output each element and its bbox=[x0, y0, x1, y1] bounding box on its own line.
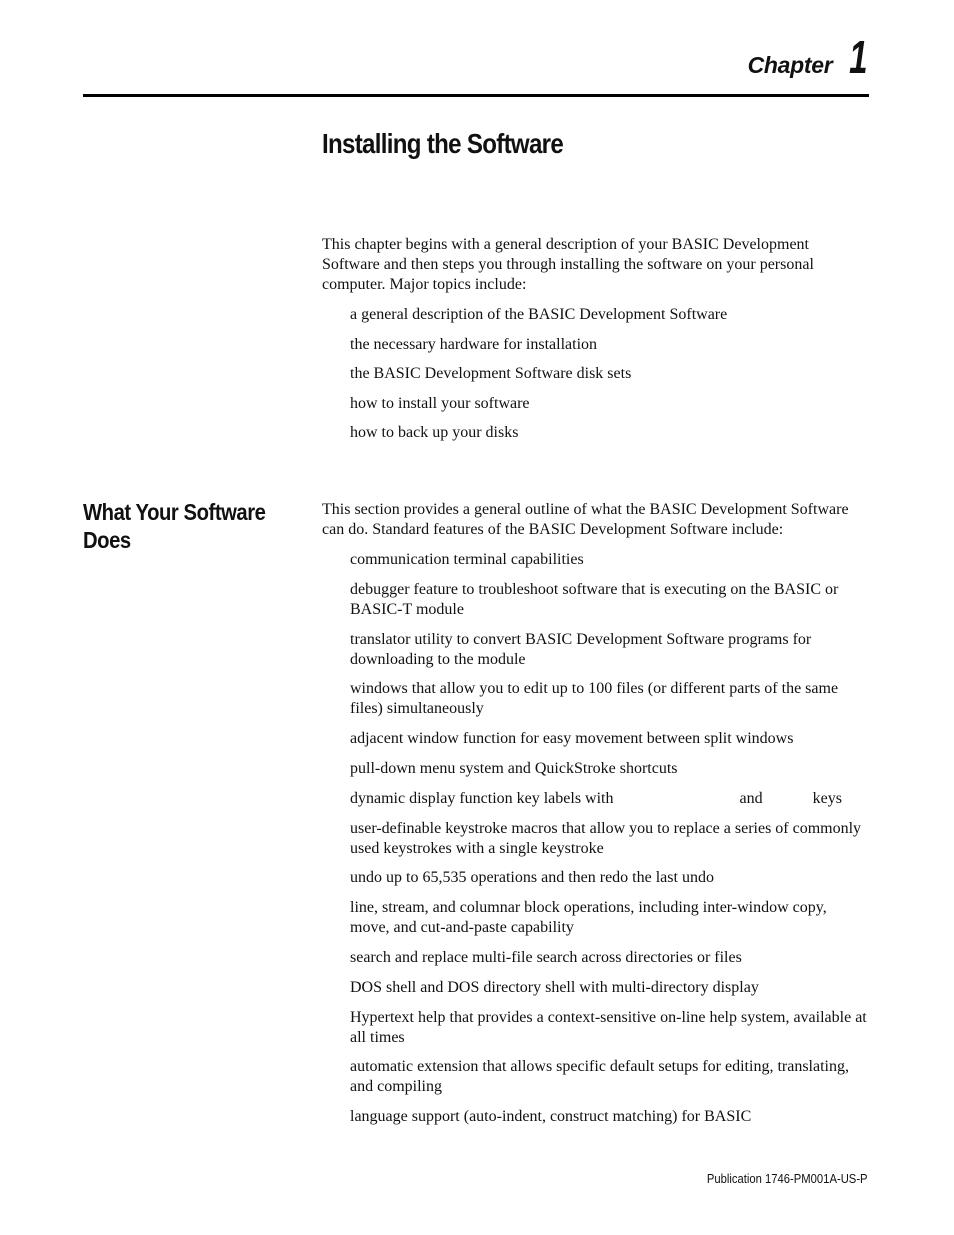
topics-list bbox=[350, 305, 870, 453]
header-rule bbox=[83, 94, 869, 97]
list-item: Hypertext help that provides a context-sensitive on-line help system, available at all times bbox=[350, 1008, 867, 1046]
chapter-word: Chapter bbox=[747, 52, 833, 78]
intro-paragraph: This chapter begins with a general description of your BASIC Development Software and then steps you through installing the software on your personal computer. Major topics include: bbox=[322, 236, 814, 293]
list-item: line, stream, and columnar block operations, including inter-window copy, move, and cut-and-paste capability bbox=[350, 899, 827, 937]
features-list bbox=[350, 550, 870, 1137]
list-item: windows that allow you to edit up to 100 files (or different parts of the same files) simultaneously bbox=[350, 680, 839, 718]
list-item: language support (auto-indent, construct matching) for BASIC bbox=[350, 1108, 752, 1126]
publication-footer: Publication 1746-PM001A-US-P bbox=[707, 1172, 868, 1186]
list-item: the BASIC Development Software disk sets bbox=[350, 365, 632, 383]
chapter-label bbox=[747, 31, 868, 83]
list-item: a general description of the BASIC Development Software bbox=[350, 306, 728, 323]
list-item: undo up to 65,535 operations and then redo the last undo bbox=[350, 869, 714, 887]
section-heading: What Your Software Does bbox=[83, 499, 266, 553]
list-item: how to back up your disks bbox=[350, 424, 519, 442]
chapter-number: 1 bbox=[849, 31, 868, 83]
section-intro-paragraph: This section provides a general outline of what the BASIC Development Software can do. Standard features of the BASIC Development Software include: bbox=[322, 501, 849, 538]
list-item: search and replace multi-file search across directories or files bbox=[350, 948, 742, 966]
function-key-text-2: and bbox=[739, 789, 763, 807]
list-item: debugger feature to troubleshoot software that is executing on the BASIC or BASIC-T module bbox=[350, 580, 839, 618]
list-item: user-definable keystroke macros that allow you to replace a series of commonly used keystrokes with a single keystroke bbox=[350, 819, 862, 857]
function-key-text-1: dynamic display function key labels with bbox=[350, 789, 614, 807]
list-item: the necessary hardware for installation bbox=[350, 335, 598, 353]
list-item: translator utility to convert BASIC Development Software programs for downloading to the module bbox=[350, 630, 812, 668]
list-item: automatic extension that allows specific default setups for editing, translating, and compiling bbox=[350, 1058, 849, 1096]
list-item: adjacent window function for easy movement between split windows bbox=[350, 730, 794, 748]
list-item: DOS shell and DOS directory shell with multi-directory display bbox=[350, 978, 759, 996]
function-key-text-3: keys bbox=[812, 789, 842, 807]
page-title: Installing the Software bbox=[322, 128, 564, 159]
list-item-function-keys bbox=[350, 789, 870, 809]
list-item: how to install your software bbox=[350, 394, 530, 412]
list-item: pull-down menu system and QuickStroke shortcuts bbox=[350, 759, 678, 777]
list-item: communication terminal capabilities bbox=[350, 551, 584, 568]
